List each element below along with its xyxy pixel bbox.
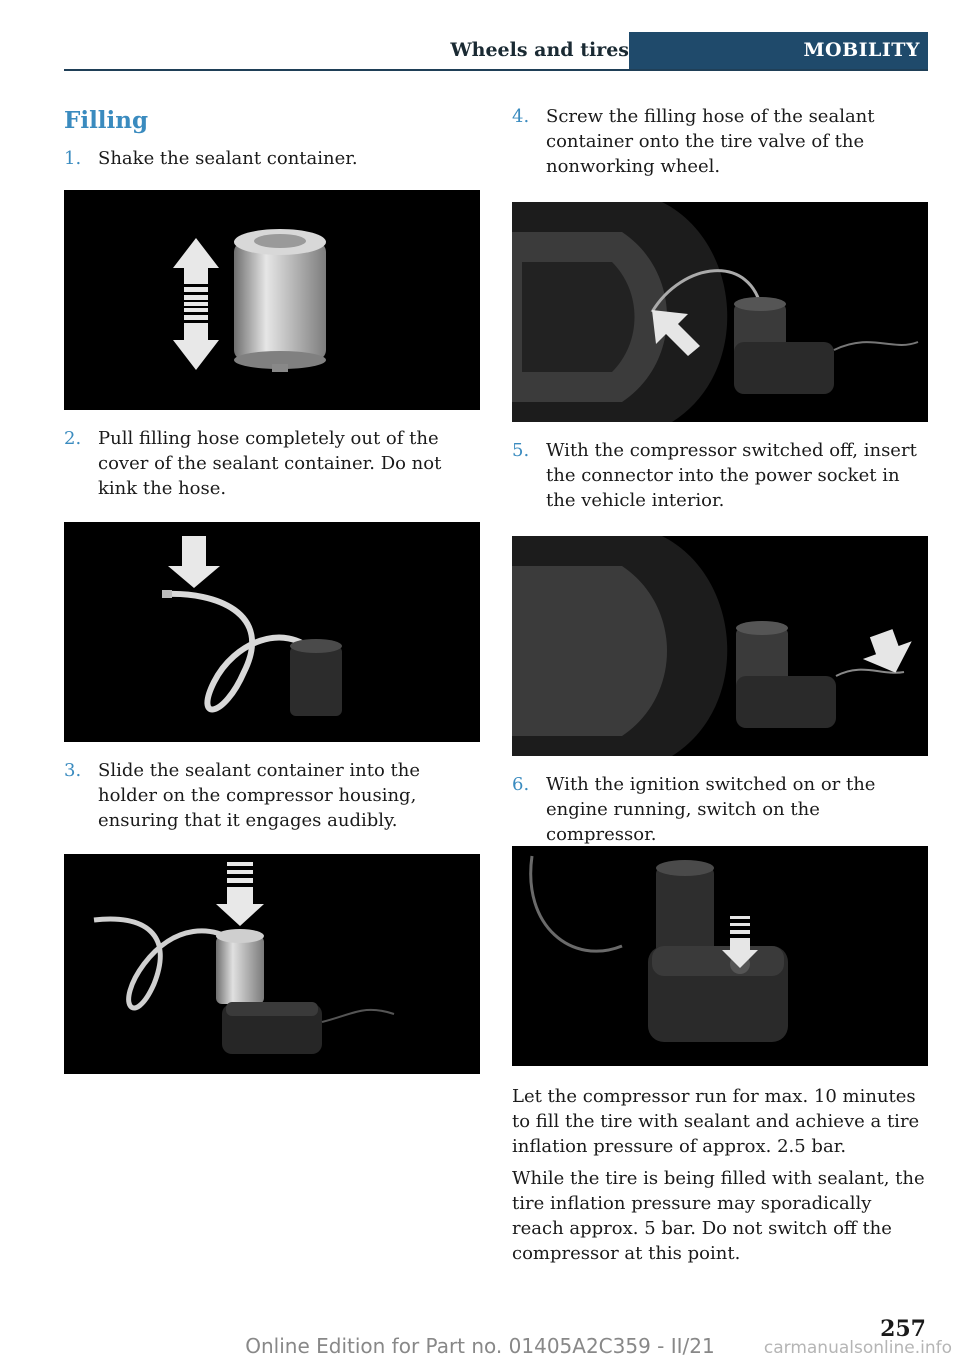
step-1: [64, 146, 480, 190]
step-text: Screw the filling hose of the sealant container onto the tire valve of the nonworking wheel.: [546, 106, 875, 177]
step-number: 4.: [512, 106, 530, 127]
figure-switch-on-compressor: [512, 846, 928, 1066]
right-column: [512, 104, 928, 1266]
sealant-container-icon: [234, 229, 326, 372]
compressor-icon: [648, 946, 788, 1042]
watermark: carmanualsonline.info: [763, 1338, 952, 1358]
header-rule: [64, 69, 928, 71]
step-5: [512, 438, 928, 536]
step-text: With the compressor switched off, insert the connector into the power socket in the vehicle interior.: [546, 440, 917, 511]
figure-insert-container: [64, 854, 480, 1074]
figure-insert-connector: [512, 536, 928, 756]
step-number: 3.: [64, 760, 82, 781]
section-title: Filling: [64, 107, 149, 134]
left-column: [64, 104, 480, 1074]
page-number: 257: [880, 1316, 926, 1342]
step-2: [64, 426, 480, 522]
tire-icon: [512, 202, 727, 422]
step-number: 1.: [64, 148, 82, 169]
paragraph-pressure-note: While the tire is being filled with sealant, the tire inflation pressure may sporadically reach approx. 5 bar. Do not switch off the compressor at this point.: [512, 1168, 925, 1264]
edition-footer: Online Edition for Part no. 01405A2C359 - II/21: [245, 1334, 715, 1358]
figure-pull-hose: [64, 522, 480, 742]
compressor-icon: [736, 676, 836, 728]
page-header: [64, 32, 928, 71]
step-text: With the ignition switched on or the engine running, switch on the compressor.: [546, 774, 876, 845]
compressor-icon: [734, 342, 834, 394]
compressor-icon: [222, 1002, 322, 1054]
step-4: [512, 104, 928, 202]
figure-screw-hose-to-valve: [512, 202, 928, 422]
step-number: 2.: [64, 428, 82, 449]
sealant-container-icon: [216, 929, 264, 1004]
figure-shake-container: [64, 190, 480, 410]
step-text: Slide the sealant container into the holder on the compressor housing, ensuring that it engages audibly.: [98, 760, 421, 831]
chapter-tab: MOBILITY: [629, 32, 928, 69]
step-text: Shake the sealant container.: [98, 148, 358, 169]
step-number: 5.: [512, 440, 530, 461]
sealant-container-icon: [290, 639, 342, 716]
step-3: [64, 758, 480, 854]
tire-icon: [512, 536, 727, 756]
step-number: 6.: [512, 774, 530, 795]
step-6: [512, 772, 928, 846]
paragraph-run-time: Let the compressor run for max. 10 minutes to fill the tire with sealant and achieve a tire inflation pressure of approx. 2.5 bar.: [512, 1086, 920, 1157]
step-text: Pull filling hose completely out of the cover of the sealant container. Do not kink the hose.: [98, 428, 442, 499]
section-name: Wheels and tires: [450, 39, 629, 61]
